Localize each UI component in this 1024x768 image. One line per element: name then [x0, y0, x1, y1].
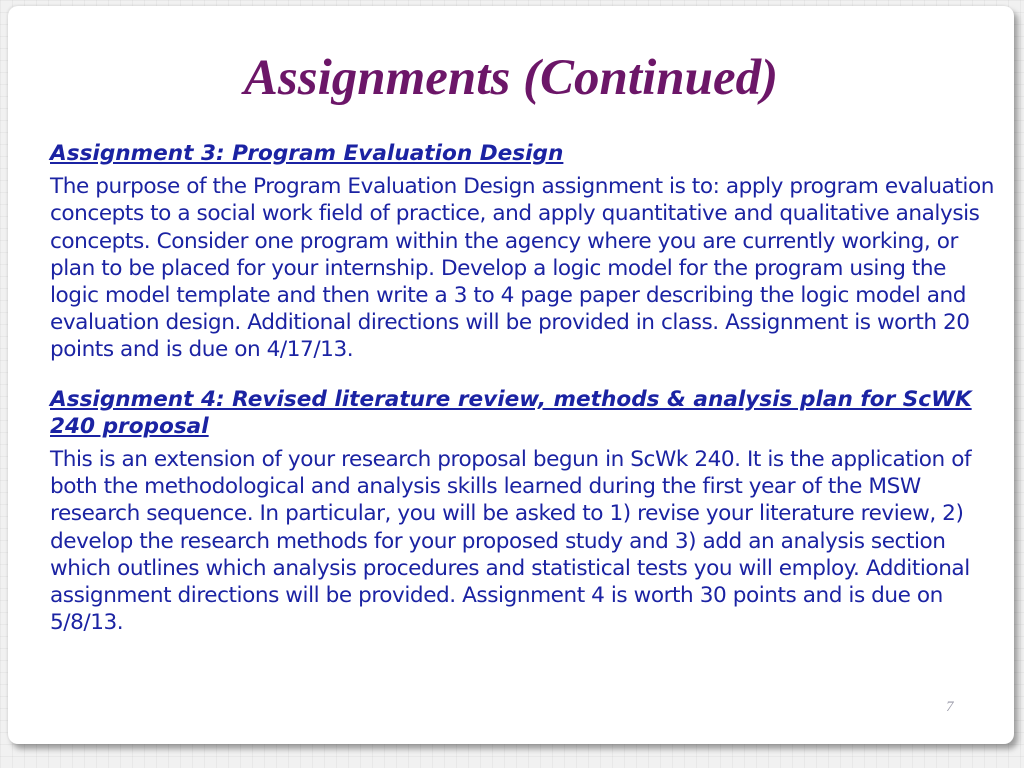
assignment-3-block — [50, 140, 995, 364]
assignment-3-description: The purpose of the Program Evaluation Design assignment is to: apply program evaluation concepts to a social work field of practice, and apply quantitative and qualitative analysis concepts. Consider one program within the agency where you are currently working, or plan to be placed for your internship. Develop a logic model for the program using the logic model template and then write a 3 to 4 page paper describing the logic model and evaluation design. Additional directions will be provided in class. Assignment is worth 20 points and is due on 4/17/13. — [50, 174, 994, 363]
slide-title: Assignments (Continued) — [243, 50, 779, 106]
assignment-4-description: This is an extension of your research proposal begun in ScWk 240. It is the application of both the methodological and analysis skills learned during the first year of the MSW research sequence. In particular, you will be asked to 1) revise your literature review, 2) develop the research methods for your proposed study and 3) add an analysis section which outlines which analysis procedures and statistical tests you will employ. Additional assignment directions will be provided. Assignment 4 is worth 30 points and is due on 5/8/13. — [50, 447, 972, 636]
assignment-4-heading: Assignment 4: Revised literature review, methods & analysis plan for ScWK 240 proposal — [50, 386, 972, 439]
slide-page — [8, 6, 1014, 744]
assignment-4-block — [50, 386, 995, 637]
assignment-3-heading: Assignment 3: Program Evaluation Design — [50, 141, 564, 166]
slide-number: 7 — [946, 699, 954, 715]
slide-content — [50, 140, 995, 636]
